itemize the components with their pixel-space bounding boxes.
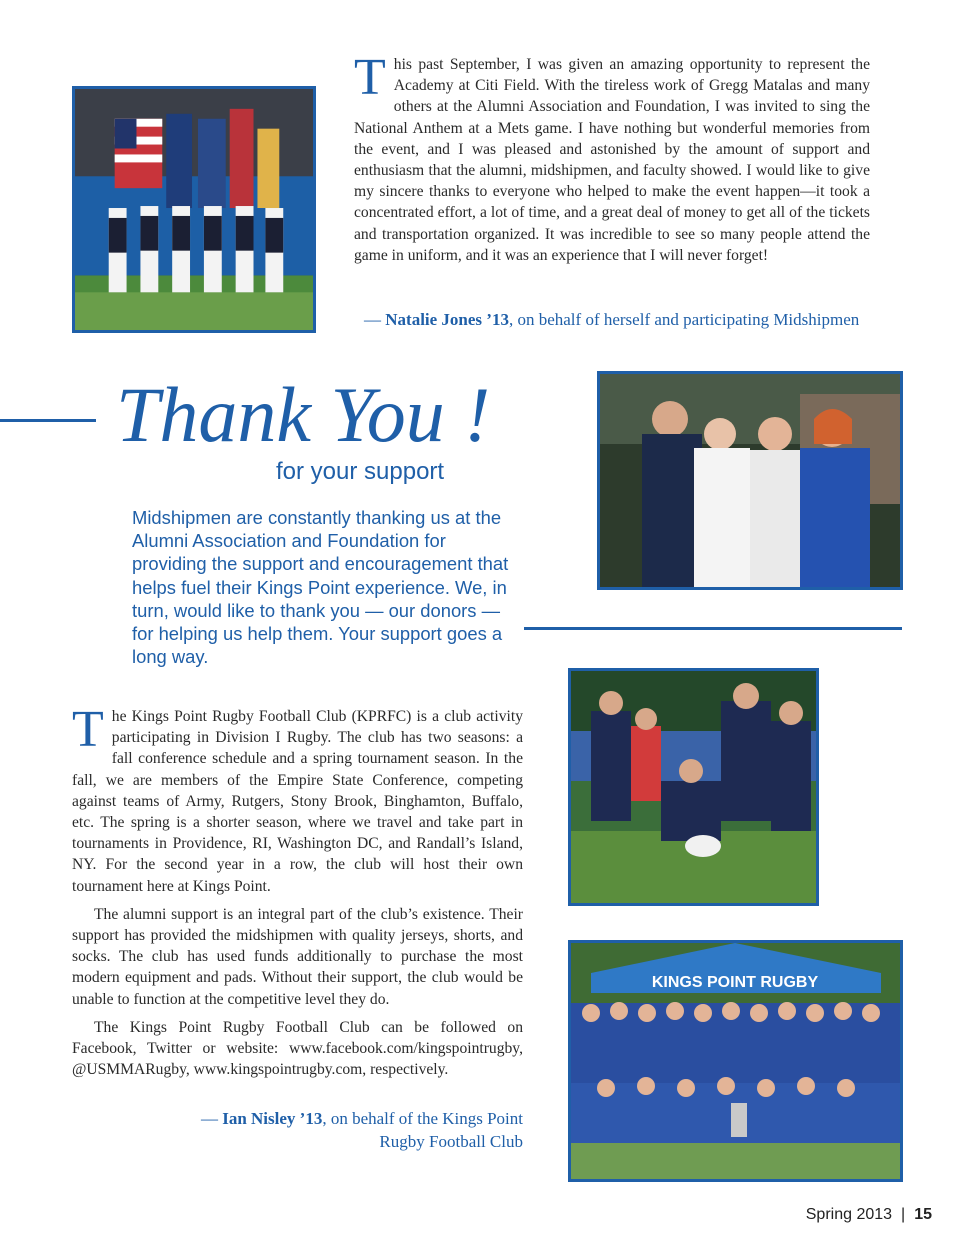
page-number: 15 bbox=[914, 1206, 932, 1223]
signature-dash: — bbox=[364, 310, 386, 329]
rugby-match-photo bbox=[568, 668, 819, 906]
issue-label: Spring 2013 bbox=[805, 1206, 893, 1223]
dropcap: T bbox=[354, 49, 386, 106]
rugby-para-2: The alumni support is an integral part of the club’s existence. Their support has provided the midshipmen with quality jerseys, shorts, and socks. The club has used funds additionally to purchase the most modern equipment and pads. Without their support, the club would be unable to function at the competitive level they do. bbox=[72, 905, 523, 1008]
thank-you-subtitle: for your support bbox=[276, 458, 445, 485]
rugby-team-photo bbox=[568, 940, 903, 1182]
footer-separator: | bbox=[901, 1206, 906, 1223]
thank-you-body: Midshipmen are constantly thanking us at the Alumni Association and Foundation for providing the support and encouragement that helps fuel their Kings Point experience. We, in turn, would like to thank you — our donors — for helping us help them. Your support goes a long way. bbox=[132, 507, 509, 668]
tent-banner-text: KINGS POINT RUGBY bbox=[651, 974, 819, 991]
signature-rest: , on behalf of herself and participating Midshipmen bbox=[508, 310, 860, 329]
signature-dash: — bbox=[200, 1109, 223, 1128]
signature-name: Natalie Jones ’13 bbox=[385, 310, 509, 329]
thank-you-title: Thank You ! bbox=[116, 371, 491, 458]
signature-line-2: Rugby Football Club bbox=[379, 1132, 523, 1151]
signature-name: Ian Nisley ’13 bbox=[222, 1109, 323, 1128]
article-mets-anthem bbox=[354, 49, 870, 273]
article-rugby-club bbox=[72, 701, 523, 1087]
divider-left bbox=[0, 419, 96, 422]
signature-line-1-rest: , on behalf of the Kings Point bbox=[322, 1109, 523, 1128]
article1-signature bbox=[364, 308, 859, 331]
page-footer bbox=[806, 1206, 932, 1224]
color-guard-photo bbox=[72, 86, 316, 333]
divider-right bbox=[524, 627, 902, 630]
alumni-group-photo bbox=[597, 371, 903, 590]
rugby-para-3: The Kings Point Rugby Football Club can be followed on Facebook, Twitter or website: www.facebook.com/kingspointrugby, @USMMARugby, www.kingspointrugby.com, respectively. bbox=[72, 1018, 523, 1079]
article-body: his past September, I was given an amazing opportunity to represent the Academy at Citi Field. With the tireless work of Gregg Matalas and many others at the Alumni Association and Foundation, I was invited to sing the National Anthem at a Mets game. I have nothing but wonderful memories from the event, and I was pleased and astonished by the amount of support and enthusiasm that the alumni, midshipmen, and faculty showed. I would like to give my sincere thanks to everyone who helped to make the event happen—it took a concentrated effort, a lot of time, and a great deal of money to get all of the tickets and transportation organized. It was incredible to see so many people attend the game in uniform, and it was an experience that I will never forget! bbox=[354, 56, 870, 264]
dropcap: T bbox=[72, 701, 104, 758]
rugby-para-1: he Kings Point Rugby Football Club (KPRFC) is a club activity participating in Division I Rugby. The club has two seasons: a fall conference schedule and a spring tournament season. In the fall, we are members of the Empire State Conference, competing against teams of Army, Rutgers, Stony Brook, Binghamton, Buffalo, etc. The spring is a shorter season, where we travel and take part in tournaments in Providence, RI, Washington DC, and Randall’s Island, NY. For the second year in a row, the club will host their own tournament here at Kings Point. bbox=[72, 708, 523, 895]
article2-signature bbox=[150, 1107, 523, 1153]
signature-line-1 bbox=[150, 1107, 523, 1130]
